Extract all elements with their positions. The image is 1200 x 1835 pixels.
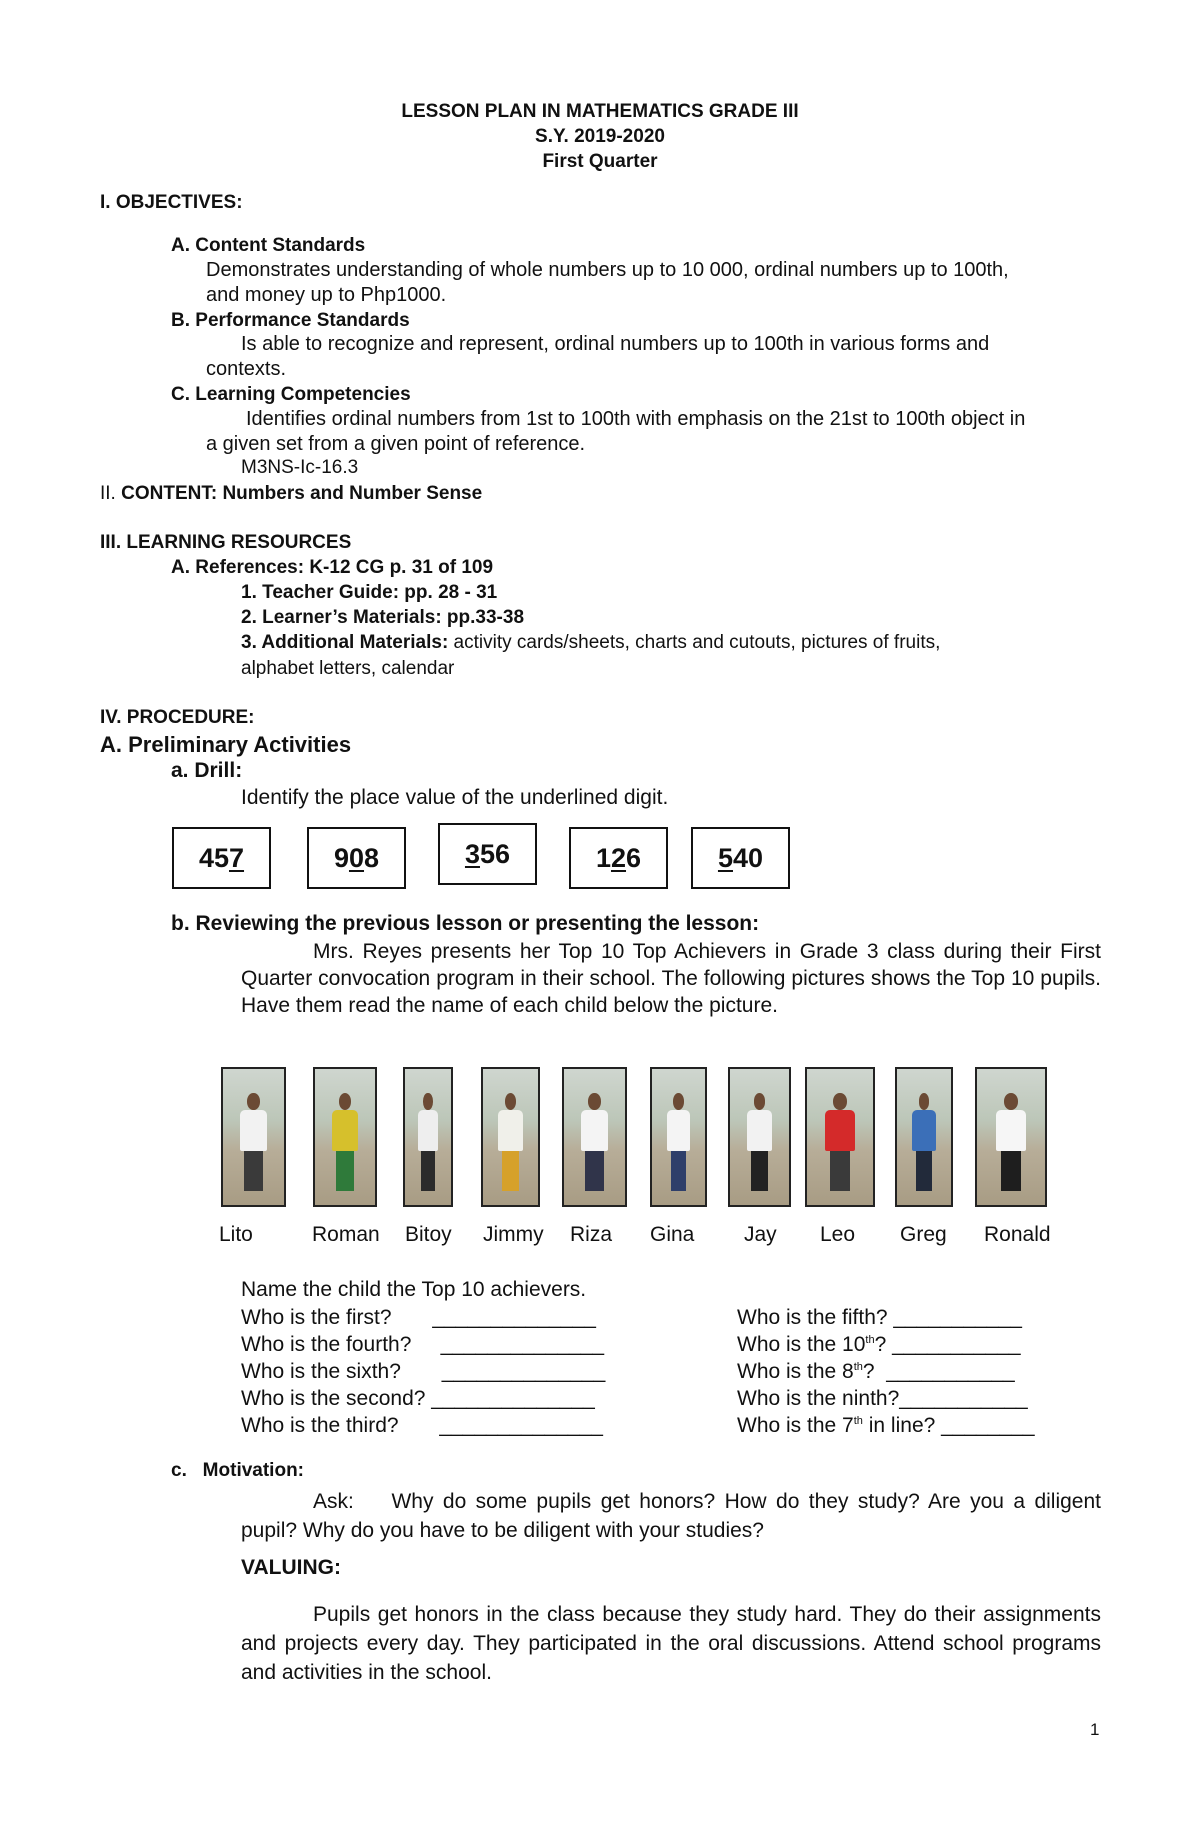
pupil-name: Greg: [900, 1223, 947, 1246]
teacher-guide: 1. Teacher Guide: pp. 28 - 31: [241, 582, 498, 603]
question-ninth: Who is the ninth?___________: [737, 1387, 1028, 1410]
question-third: Who is the third? ______________: [241, 1414, 603, 1437]
preliminary-activities: A. Preliminary Activities: [100, 732, 352, 757]
additional-materials-label: 3. Additional Materials:: [241, 632, 449, 653]
content-heading: [100, 483, 482, 505]
question-seventh: Who is the 7th in line? ________: [737, 1414, 1035, 1437]
content-standards-text: Demonstrates understanding of whole numbers up to 10 000, ordinal numbers up to 100th,: [206, 259, 1009, 281]
learning-competencies-text: Identifies ordinal numbers from 1st to 100th with emphasis on the 21st to 100th object in: [246, 408, 1026, 430]
name-prompt: Name the child the Top 10 achievers.: [241, 1278, 587, 1301]
additional-materials-text: activity cards/sheets, charts and cutouts, pictures of fruits,: [448, 632, 941, 653]
performance-standards-text: contexts.: [206, 358, 287, 380]
drill-number-box: 9 0 8: [307, 827, 406, 889]
performance-standards-label: B. Performance Standards: [171, 310, 410, 331]
review-label: b. Reviewing the previous lesson or presenting the lesson:: [171, 912, 760, 935]
question-fifth: Who is the fifth? ___________: [737, 1306, 1022, 1329]
pupil-name: Ronald: [984, 1223, 1051, 1246]
pupil-name: Roman: [312, 1223, 380, 1246]
learning-competencies-label: C. Learning Competencies: [171, 384, 411, 405]
question-eighth: Who is the 8th? ___________: [737, 1360, 1015, 1383]
pupil-name: Leo: [820, 1223, 856, 1246]
page-number: 1: [1090, 1720, 1100, 1739]
pupil-photo: [728, 1067, 791, 1207]
drill-number-box: 1 2 6: [569, 827, 668, 889]
learners-materials: 2. Learner’s Materials: pp.33-38: [241, 607, 525, 628]
motivation-text: Ask: Why do some pupils get honors? How do they study? Are you a diligent pupil? Why do you have to be diligent with your studies?: [241, 1490, 1107, 1542]
valuing-text: Pupils get honors in the class because they study hard. They do their assignments and projects every day. They participated in the oral discussions. Attend school programs and activities in the school.: [241, 1603, 1101, 1684]
pupil-name: Jimmy: [483, 1223, 544, 1246]
pupil-photo: [481, 1067, 540, 1207]
question-sixth: Who is the sixth? ______________: [241, 1360, 606, 1383]
pupil-name: Lito: [219, 1223, 253, 1246]
pupil-photo: [403, 1067, 453, 1207]
content-prefix: II.: [100, 483, 122, 504]
pupil-photo: [805, 1067, 875, 1207]
question-fourth: Who is the fourth? ______________: [241, 1333, 605, 1356]
drill-number-box: 45 7: [172, 827, 271, 889]
review-text: Mrs. Reyes presents her Top 10 Top Achievers in Grade 3 class during their First Quarter convocation program in their school. The following pictures shows the Top 10 pupils. Have them read the name of each child below the picture.: [241, 940, 1101, 1017]
references: A. References: K-12 CG p. 31 of 109: [171, 557, 494, 578]
pupil-photo: [650, 1067, 707, 1207]
pupil-name: Gina: [650, 1223, 695, 1246]
school-year: S.Y. 2019-2020: [535, 126, 665, 147]
drill-label: a. Drill:: [171, 759, 243, 782]
pupil-photo: [313, 1067, 377, 1207]
valuing-heading: VALUING:: [241, 1556, 341, 1579]
learning-competencies-text: a given set from a given point of reference.: [206, 433, 586, 455]
pupil-name: Jay: [744, 1223, 777, 1246]
pupil-photo: [895, 1067, 953, 1207]
pupil-photo: [221, 1067, 286, 1207]
content-standards-label: A. Content Standards: [171, 235, 366, 256]
question-second: Who is the second? ______________: [241, 1387, 595, 1410]
pupil-photo: [975, 1067, 1047, 1207]
drill-number-box: 3 56: [438, 823, 537, 885]
pupil-photo: [562, 1067, 627, 1207]
drill-number-box: 5 40: [691, 827, 790, 889]
resources-heading: III. LEARNING RESOURCES: [100, 532, 352, 553]
question-first: Who is the first? ______________: [241, 1306, 596, 1329]
objectives-heading: I. OBJECTIVES:: [100, 192, 243, 213]
competency-code: M3NS-Ic-16.3: [241, 457, 359, 478]
additional-materials: [241, 632, 940, 654]
drill-instruction: Identify the place value of the underlined digit.: [241, 786, 669, 809]
procedure-heading: IV. PROCEDURE:: [100, 707, 255, 728]
question-tenth: Who is the 10th? ___________: [737, 1333, 1021, 1356]
content-label: CONTENT: Numbers and Number Sense: [121, 483, 483, 504]
motivation-label: c. Motivation:: [171, 1460, 304, 1481]
additional-materials-text: alphabet letters, calendar: [241, 658, 455, 679]
document-title: LESSON PLAN IN MATHEMATICS GRADE III: [401, 101, 799, 122]
quarter: First Quarter: [542, 151, 658, 172]
pupil-name: Bitoy: [405, 1223, 452, 1246]
pupil-name: Riza: [570, 1223, 613, 1246]
content-standards-text: and money up to Php1000.: [206, 284, 447, 306]
performance-standards-text: Is able to recognize and represent, ordinal numbers up to 100th in various forms and: [241, 333, 990, 355]
